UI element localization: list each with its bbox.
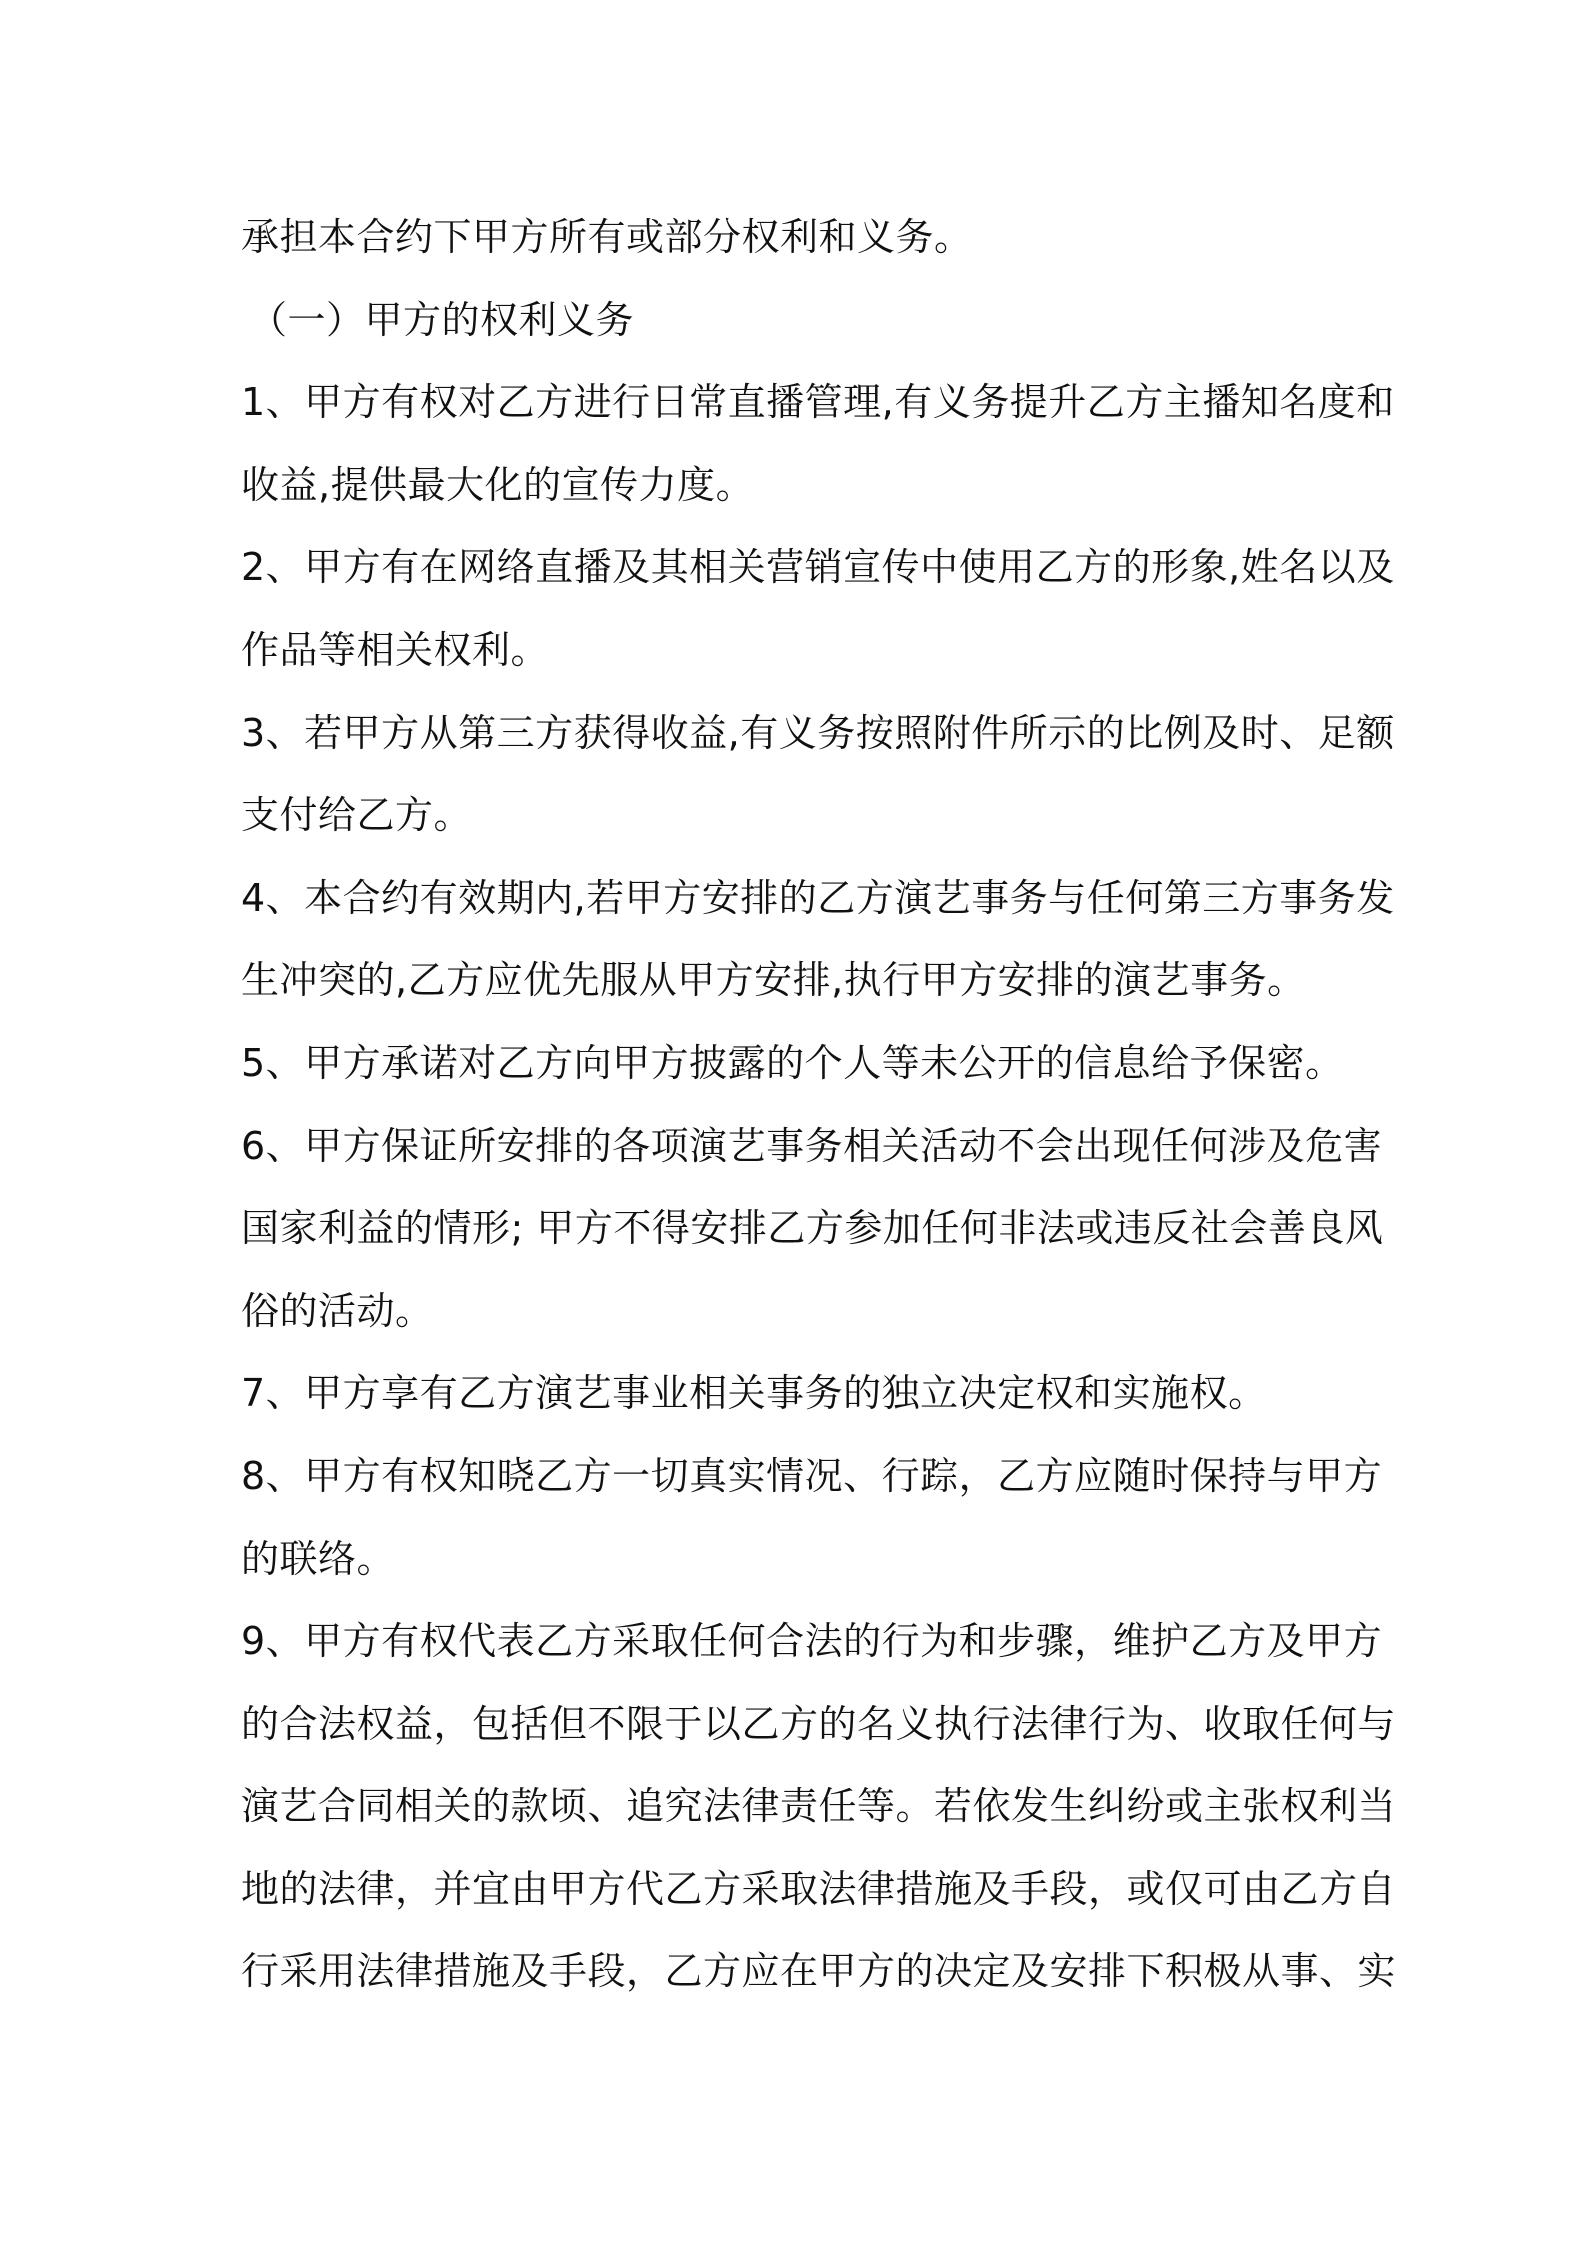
clause-9-line-4: 地的法律，并宜由甲方代乙方采取法律措施及手段，或仅可由乙方自 — [241, 1866, 1397, 1911]
clause-2-line-1: 2、甲方有在网络直播及其相关营销宣传中使用乙方的形象,姓名以及 — [241, 545, 1395, 590]
text-line-1: 承担本合约下甲方所有或部分权利和义务。 — [241, 215, 973, 259]
clause-9-line-2: 的合法权益，包括但不限于以乙方的名义执行法律行为、收取任何与 — [241, 1701, 1397, 1746]
clause-8-line-2: 的联络。 — [241, 1536, 396, 1581]
clause-4-line-2: 生冲突的,乙方应优先服从甲方安排,执行甲方安排的演艺事务。 — [241, 958, 1306, 1003]
clause-3-line-2: 支付给乙方。 — [241, 793, 473, 838]
clause-5-line-1: 5、甲方承诺对乙方向甲方披露的个人等未公开的信息给予保密。 — [241, 1040, 1344, 1085]
clause-1-line-2: 收益,提供最大化的宣传力度。 — [241, 462, 755, 507]
clause-9-line-5: 行采用法律措施及手段，乙方应在甲方的决定及安排下积极从事、实 — [241, 1949, 1397, 1994]
clause-6-line-2: 国家利益的情形; 甲方不得安排乙方参加任何非法或违反社会善良风 — [241, 1206, 1384, 1251]
clause-4-line-1: 4、本合约有效期内,若甲方安排的乙方演艺事务与任何第三方事务发 — [241, 875, 1395, 920]
document-page — [241, 196, 1397, 2013]
clause-1-line-1: 1、甲方有权对乙方进行日常直播管理,有义务提升乙方主播知名度和 — [241, 380, 1395, 425]
clause-6-line-3: 俗的活动。 — [241, 1288, 434, 1333]
clause-9-line-3: 演艺合同相关的款顷、追究法律责任等。若依发生纠纷或主张权利当 — [241, 1784, 1397, 1829]
clause-6-line-1: 6、甲方保证所安排的各项演艺事务相关活动不会出现任何涉及危害 — [241, 1123, 1383, 1168]
clause-7-line-1: 7、甲方享有乙方演艺事业相关事务的独立决定权和实施权。 — [241, 1371, 1267, 1416]
section-heading: （一）甲方的权利义务 — [249, 297, 635, 342]
clause-8-line-1: 8、甲方有权知晓乙方一切真实情况、行踪，乙方应随时保持与甲方 — [241, 1453, 1383, 1498]
clause-9-line-1: 9、甲方有权代表乙方采取任何合法的行为和步骤，维护乙方及甲方 — [241, 1619, 1383, 1664]
clause-2-line-2: 作品等相关权利。 — [241, 627, 550, 672]
clause-3-line-1: 3、若甲方从第三方获得收益,有义务按照附件所示的比例及时、足额 — [241, 710, 1395, 755]
